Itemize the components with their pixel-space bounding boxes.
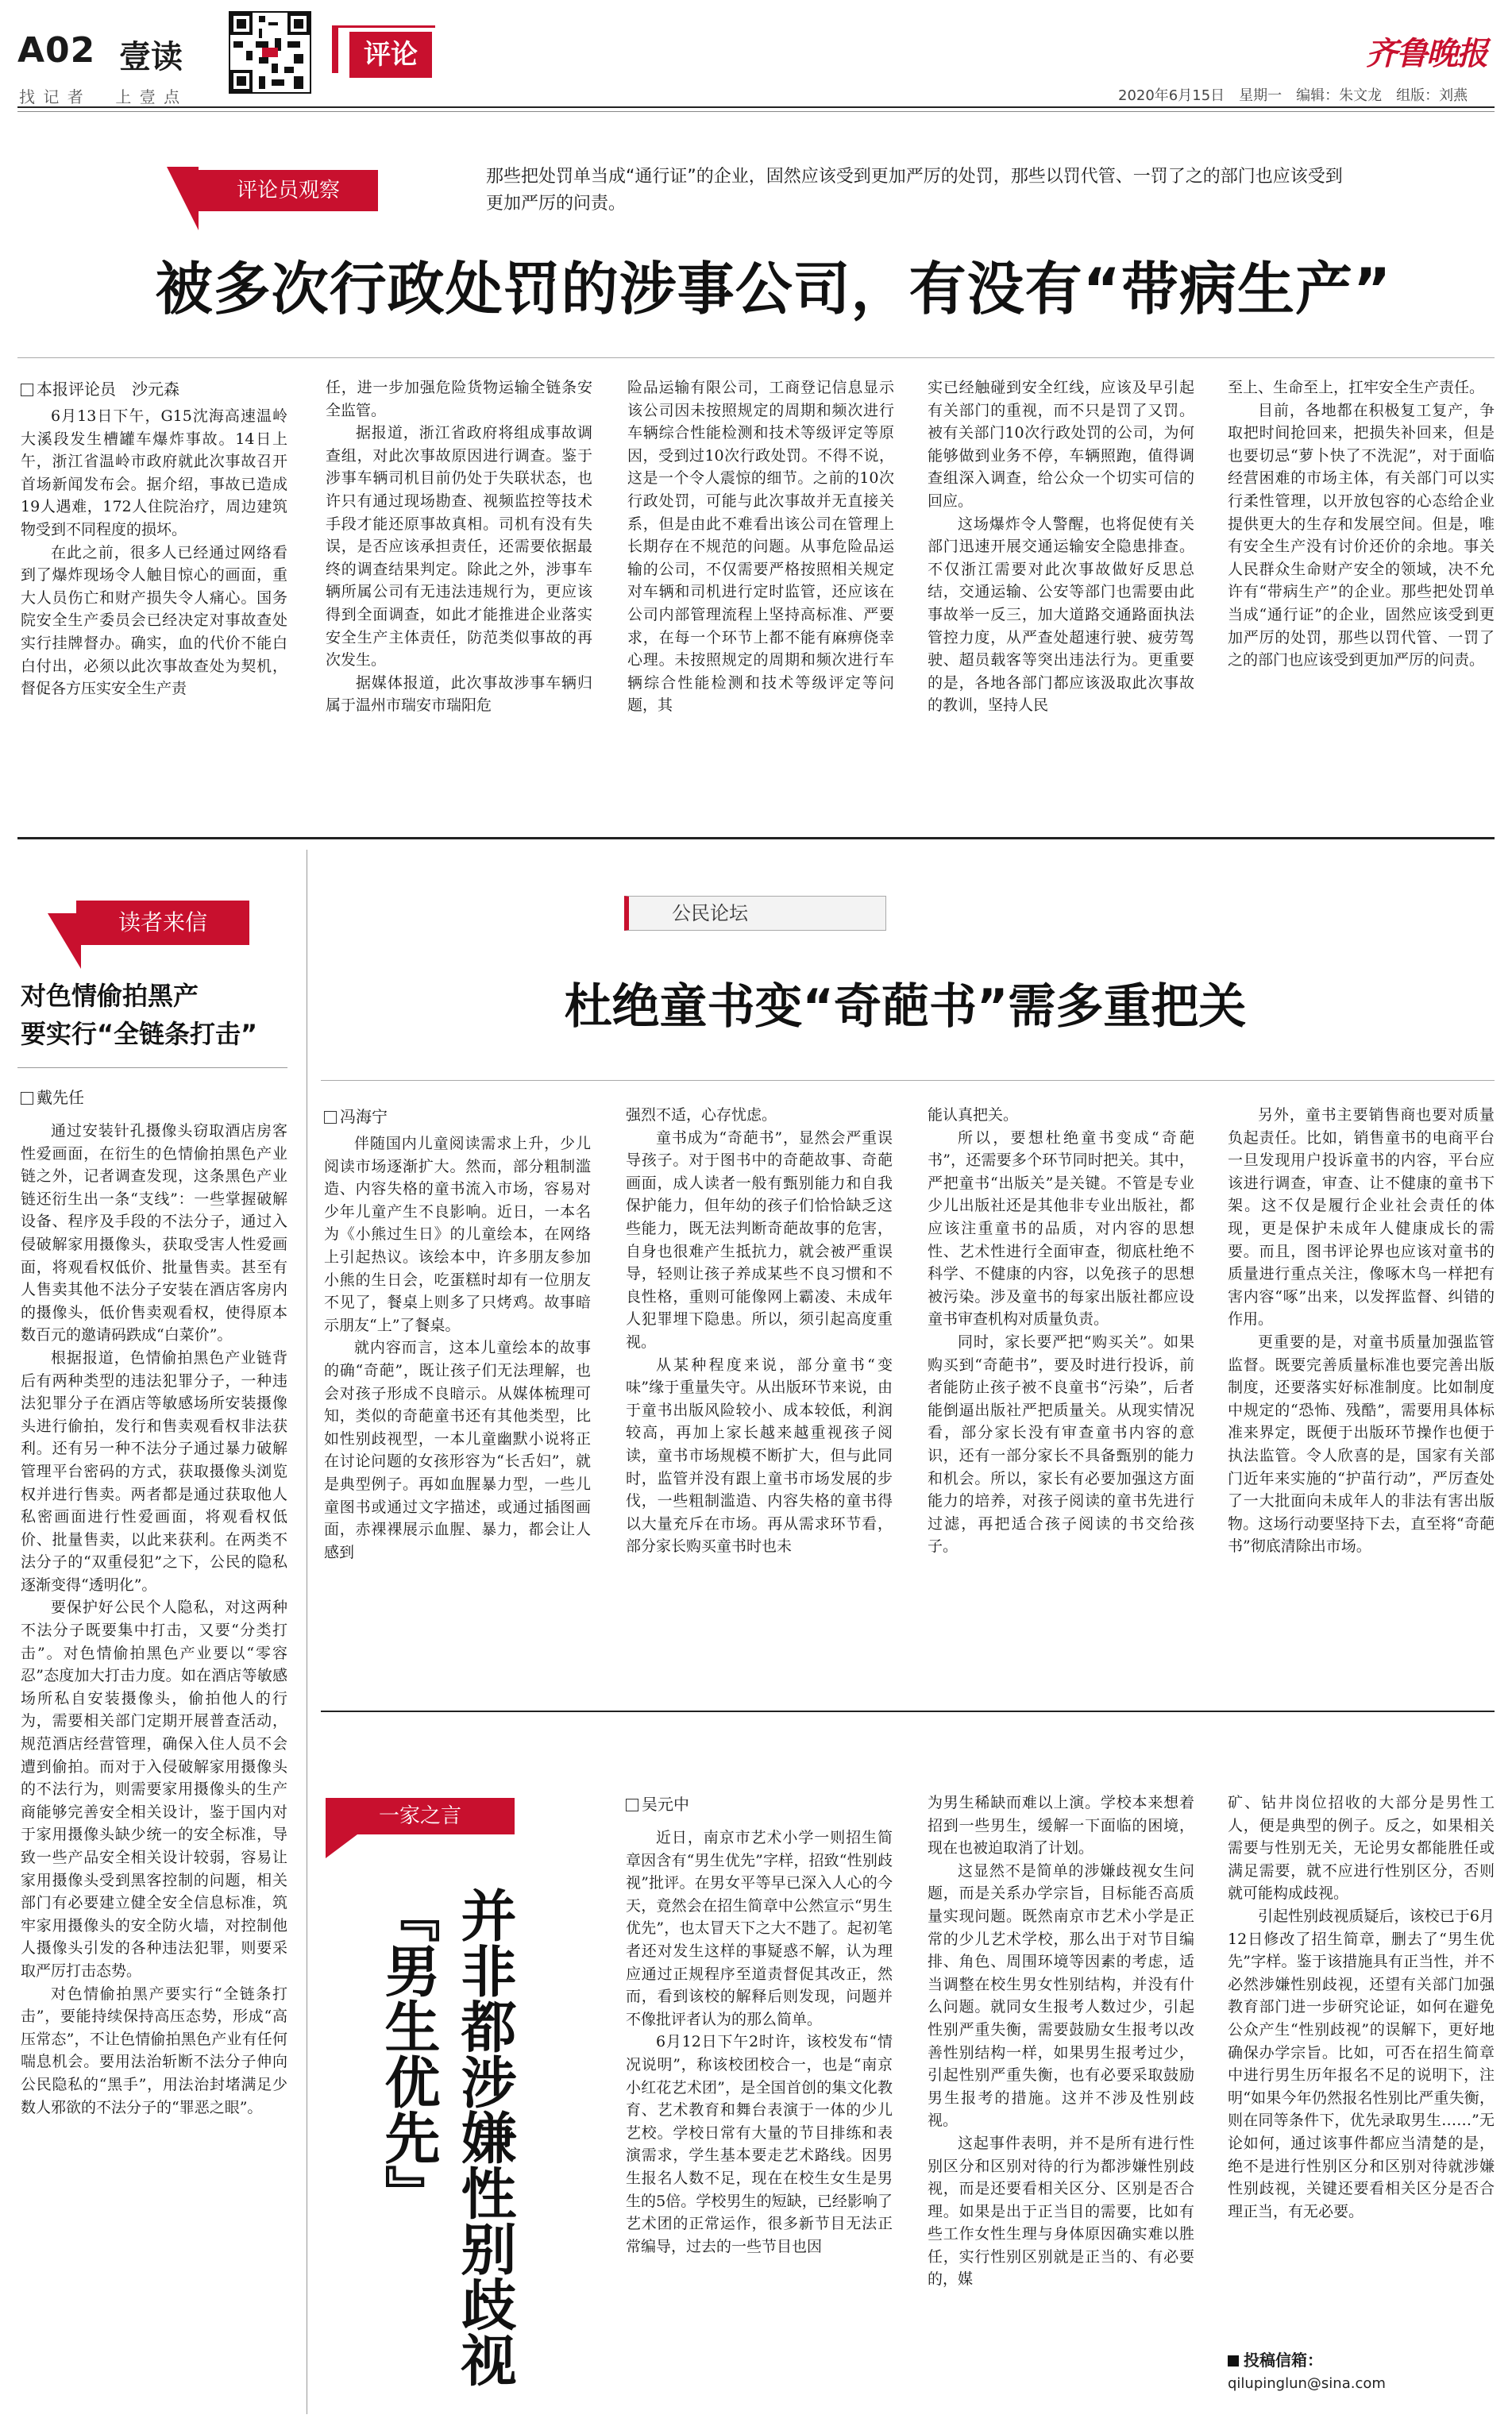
tag-arrow — [167, 167, 199, 230]
article3-title: 杜绝童书变“奇葩书”需多重把关 — [564, 979, 1247, 1035]
paragraph: 伴随国内儿童阅读需求上升，少儿阅读市场逐渐扩大。然而，部分粗制滥造、内容失格的童书流入市场，容易对少年儿童产生不良影响。近日，一本名为《小熊过生日》的儿童绘本，在网络上引起热议。该绘本中，许多朋友参加小熊的生日会，吃蛋糕时却有一位朋友不见了，餐桌上则多了只烤鸡。故事暗示朋友“上”了餐桌。 — [324, 1135, 591, 1334]
submission-label: 投稿信箱： — [1228, 2347, 1495, 2370]
paragraph: 另外，童书主要销售商也要对质量负起责任。比如，销售童书的电商平台一旦发现用户投诉童书的内容，平台应该进行调查，审查、让不健康的童书下架。这不仅是履行企业社会责任的体现，更是保护未成年人健康成长的需要。而且，图书评论界也应该对童书的质量进行重点关注，像啄木鸟一样把有害内容“啄”出来，以发挥监督、纠错的作用。 — [1228, 1106, 1495, 1329]
article1-tag: 评论员观察 — [199, 170, 378, 211]
article4-tag: 一家之言 — [326, 1798, 515, 1834]
article1-column-4 — [928, 376, 1194, 794]
paragraph: 据报道，浙江省政府将组成事故调查组，对此次事故原因进行调查。鉴于涉事车辆司机目前仍处于失联状态，也许只有通过现场勘查、视频监控等技术手段才能还原事故真相。司机有没有失误，是否应该承担责任，还需要依据最终的调查结果判定。除此之外，涉事车辆所属公司有无违法违规行为，更应该得到全面调查，如此才能推进企业落实安全生产主体责任，防范类似事故的再次发生。 — [326, 424, 592, 669]
article4-column-1 — [626, 1826, 893, 2414]
paragraph: 就内容而言，这本儿童绘本的故事的确“奇葩”，既让孩子们无法理解，也会对孩子形成不良暗示。从媒体梳理可知，类似的奇葩童书还有其他类型，比如性别歧视型，一本儿童幽默小说将正在讨论问题的女孩形容为“长舌妇”，就是典型例子。再如血腥暴力型，一些儿童图书或通过文字描述，或通过插图画面，赤裸裸展示血腥、暴力，都会让人感到 — [324, 1339, 591, 1561]
article2-tag: 读者来信 — [76, 901, 249, 945]
byline-box-icon — [324, 1111, 337, 1124]
paragraph: 近日，南京市艺术小学一则招生简章因含有“男生优先”字样，招致“性别歧视”批评。在男女平等早已深入人心的今天，竟然会在招生简章中公然宣示“男生优先”，也太冒天下之大不韪了。起初笔者还对发生这样的事疑惑不解，认为理应通过正规程序至道责督促其改正，然而，看到该校的解释后则发现，问题并不像批评者认为的那么简单。 — [626, 1829, 893, 2028]
paragraph: 强烈不适，心存忧虑。 — [626, 1106, 777, 1124]
article4-title-part2: 并非都涉嫌性别歧视 — [452, 1887, 517, 2387]
article4-title-part1: 『男生优先』 — [376, 1887, 441, 2220]
masthead-rule-thin — [17, 111, 1495, 112]
qr-code-icon — [230, 13, 310, 92]
article1-column-2 — [326, 376, 592, 794]
paragraph: 同时，家长要严把“购买关”。如果购买到“奇葩书”，要及时进行投诉，前者能防止孩子被不良童书“污染”，后者能倒逼出版社严把质量关。从现实情况看，部分家长没有审查童书内容的意识，还有一部分家长不具备甄别的能力和机会。所以，家长有必要加强这方面能力的培养，对孩子阅读的童书先进行过滤，再把适合孩子阅读的书交给孩子。 — [928, 1333, 1194, 1556]
section-name: 壹读 — [119, 39, 183, 75]
article2-title-line2: 要实行“全链条打击” — [21, 1019, 258, 1049]
paragraph: 实已经触碰到安全红线，应该及早引起有关部门的重视，而不只是罚了又罚。被有关部门10次行政处罚的公司，为何能够做到业务不停，车辆照跑，值得调查组深入调查，给公众一个切实可信的回应。 — [928, 379, 1194, 510]
article2-title-rule — [17, 1067, 287, 1068]
byline-box-icon — [21, 384, 33, 396]
article1-title-rule — [17, 357, 1495, 358]
submission-email[interactable]: qilupinglun@sina.com — [1228, 2375, 1386, 2392]
paragraph: 矿、钻井岗位招收的大部分是男性工人，便是典型的例子。反之，如果相关需要与性别无关，无论男女都能胜任或满足需要，就不应进行性别区分，否则就可能构成歧视。 — [1228, 1794, 1495, 1903]
article2-byline: 戴先任 — [21, 1085, 84, 1108]
paragraph: 能认真把关。 — [928, 1106, 1019, 1124]
article3-column-2 — [626, 1104, 893, 1688]
article4-column-3 — [1228, 1792, 1495, 2332]
article4-column-2 — [928, 1792, 1194, 2414]
paragraph: 根据报道，色情偷拍黑色产业链背后有两种类型的违法犯罪分子，一种违法犯罪分子在酒店等敏感场所安装摄像头进行偷拍，发行和售卖观看权非法获利。还有另一种不法分子通过暴力破解管理平台密码的方式，获取摄像头浏览权并进行售卖。两者都是通过获取他人私密画面进行性爱画面，将观看权低价、批量售卖，以此来获利。在两类不法分子的“双重侵犯”之下，公民的隐私逐渐变得“透明化”。 — [21, 1348, 287, 1594]
paragraph: 引起性别歧视质疑后，该校已于6月12日修改了招生简章，删去了“男生优先”字样。鉴于该措施具有正当性，并不必然涉嫌性别歧视，还望有关部门加强教育部门进一步研究论证，如何在避免公众产生“性别歧视”的误解下，更好地确保办学宗旨。比如，可否在招生简章中进行男生历年报名不足的说明下，注明“如果今年仍然报名性别比严重失衡，则在同等条件下，优先录取男生……”无论如何，通过该事件都应当清楚的是，绝不是进行性别区分和区别对待就涉嫌性别歧视，关键还要看相关区分是否合理正当，有无必要。 — [1228, 1907, 1495, 2220]
paragraph: 通过安装针孔摄像头窃取酒店房客性爱画面，在衍生的色情偷拍黑色产业链之外，记者调查发现，这条黑色产业链还衍生出一条“支线”：一些掌握破解设备、程序及手段的不法分子，通过入侵破解家用摄像头，获取受害人性爱画面，将观看权低价、批量售卖。甚至有人售卖其他不法分子安装在酒店客房内的摄像头，低价售卖观看权，使得原本数百元的邀请码跌成“白菜价”。 — [21, 1122, 287, 1344]
article3-byline: 冯海宁 — [324, 1104, 388, 1127]
paragraph: 任，进一步加强危险货物运输全链条安全监管。 — [326, 379, 592, 419]
dateline: 2020年6月15日 星期一 编辑：朱文龙 组版：刘燕 — [1118, 87, 1468, 104]
paragraph: 所以，要想杜绝童书变成“奇葩书”，还需要多个环节同时把关。其中，严把童书“出版关”是关键。不管是专业少儿出版社还是其他非专业出版社，都应该注重童书的品质，对内容的思想性、艺术性进行全面审查，彻底杜绝不科学、不健康的内容，以免孩子的思想被污染。涉及童书的每家出版社都应设童书审查机构对质量负责。 — [928, 1128, 1194, 1329]
article1-lead: 那些把处罚单当成“通行证”的企业，固然应该受到更加严厉的处罚，那些以罚代管、一罚了之的部门也应该受到更加严厉的问责。 — [486, 167, 1343, 214]
column-title: 评论 — [349, 32, 432, 78]
paragraph: 要保护好公民个人隐私，对这两种不法分子既要集中打击，又要“分类打击”。对色情偷拍黑色产业要以“零容忍”态度加大打击力度。如在酒店等敏感场所私自安装摄像头，偷拍他人的行为，需要相关部门定期开展普查活动，规范酒店经营管理，确保入住人员不会遭到偷拍。而对于入侵破解家用摄像头的不法行为，则需要家用摄像头的生产商能够完善安全相关设计，鉴于国内对于家用摄像头缺少统一的安全标准，导致一些产品安全相关设计较弱，容易让家用摄像头受到黑客控制的问题，相关部门有必要建立健全安全信息标准，筑牢家用摄像头的安全防火墙，对控制他人摄像头引发的各种违法犯罪，则要采取严厉打击态势。 — [21, 1599, 287, 1980]
paragraph: 这场爆炸令人警醒，也将促使有关部门迅速开展交通运输安全隐患排查。不仅浙江需要对此次事故做好反思总结，交通运输、公安等部门也需要由此事故举一反三，加大道路交通路面执法管控力度，从严查处超速行驶、疲劳驾驶、超员载客等突出违法行为。更重要的是，各地各部门都应该汲取此次事故的教训，坚持人民 — [928, 515, 1194, 715]
article3-tag: 公民论坛 — [624, 896, 886, 931]
article3-column-3 — [928, 1104, 1194, 1688]
article1-byline: 本报评论员 沙元森 — [21, 376, 179, 399]
paragraph: 这显然不是简单的涉嫌歧视女生问题，而是关系办学宗旨，目标能否高质量实现问题。既然南京市艺术小学是正常的少儿艺术学校，那么出于对节目编排、角色、周围环境等因素的考虑，适当调整在校生男女性别结构，并没有什么问题。就同女生报考人数过少，引起性别严重失衡，需要鼓励女生报考以改善性别结构一样，如果男生报考过少，引起性别严重失衡，也有必要采取鼓励男生报考的措施。这并不涉及性别歧视。 — [928, 1861, 1194, 2130]
submission-box — [1228, 2347, 1495, 2392]
paragraph: 更重要的是，对童书质量加强监管监督。既要完善质量标准也要完善出版制度，还要落实好标准制度。比如制度中规定的“恐怖、残酷”，需要用具体标准来界定，既便于出版环节操作也便于执法监管。令人欣喜的是，国家有关部门近年来实施的“护苗行动”，严厉查处了一大批面向未成年人的非法有害出版物。这场行动要坚持下去，直至将“奇葩书”彻底清除出市场。 — [1228, 1333, 1495, 1556]
paragraph: 6月12日下午2时许，该校发布“情况说明”，称该校团校合一，也是“南京小红花艺术团”，是全国首创的集文化教育、艺术教育和舞台表演于一体的少儿艺校。学校日常有大量的节目排练和表演需求，学生基本要走艺术路线。因男生报名人数不足，现在在校生女生是男生的5倍。学校男生的短缺，已经影响了艺术团的正常运作，很多新节目无法正常编导，过去的一些节目也因 — [626, 2033, 893, 2255]
section-divider — [17, 837, 1495, 839]
section-divider — [321, 1711, 1495, 1712]
article1-column-3 — [627, 376, 894, 794]
paragraph: 6月13日下午，G15沈海高速温岭大溪段发生槽罐车爆炸事故。14日上午，浙江省温岭市政府就此次事故召开首场新闻发布会。据介绍，事故已造成19人遇难，172人住院治疗，周边建筑物受到不同程度的损坏。 — [21, 407, 287, 538]
paragraph: 在此之前，很多人已经通过网络看到了爆炸现场令人触目惊心的画面，重大人员伤亡和财产损失令人痛心。国务院安全生产委员会已经决定对事故查处实行挂牌督办。确实，血的代价不能白白付出，必须以此次事故查处为契机，督促各方压实安全生产责 — [21, 543, 287, 698]
paragraph: 至上、生命至上，扛牢安全生产责任。 — [1228, 379, 1485, 396]
article4-byline: 吴元中 — [626, 1792, 689, 1815]
page-number: A02 — [17, 30, 96, 71]
tag-arrow — [326, 1834, 357, 1858]
logo: 齐鲁晚报 — [1366, 35, 1487, 72]
byline-box-icon — [626, 1799, 638, 1811]
paragraph: 对色情偷拍黑产要实行“全链条打击”，要能持续保持高压态势，形成“高压常态”，不让色情偷拍黑色产业有任何喘息机会。要用法治斩断不法分子伸向公民隐私的“黑手”，用法治封堵满足少数人邪欲的不法分子的“罪恶之眼”。 — [21, 1985, 287, 2116]
article3-column-4 — [1228, 1104, 1495, 1688]
tag-arrow — [48, 913, 81, 969]
masthead-slogan: 找 记 者 上 壹 点 — [19, 87, 182, 106]
square-icon — [1228, 2355, 1239, 2366]
paragraph: 童书成为“奇葩书”，显然会严重误导孩子。对于图书中的奇葩故事、奇葩画面，成人读者一般有甄别能力和自我保护能力，但年幼的孩子们恰恰缺乏这些能力，既无法判断奇葩故事的危害，自身也很难产生抵抗力，就会被严重误导，轻则让孩子养成某些不良习惯和不良性格，重则可能像网上霸凌、未成年人犯罪埋下隐患。所以，须引起高度重视。 — [626, 1128, 893, 1351]
article2-body — [21, 1120, 287, 2406]
paragraph: 据媒体报道，此次事故涉事车辆归属于温州市瑞安市瑞阳危 — [326, 673, 592, 715]
paragraph: 险品运输有限公司，工商登记信息显示该公司因未按照规定的周期和频次进行车辆综合性能检测和技术等级评定等原因，受到过10次行政处罚。不得不说，这是一个令人震惊的细节。之前的10次行政处罚，可能与此次事故并无直接关系，但是由此不难看出该公司在管理上长期存在不规范的问题。从事危险品运输的公司，不仅需要严格按照相关规定对车辆和司机进行定时监管，还应该在公司内部管理流程上坚持高标准、严要求，在每一个环节上都不能有麻痹侥幸心理。未按照规定的周期和频次进行车辆综合性能检测和技术等级评定等问题，其 — [627, 379, 894, 715]
paragraph: 从某种程度来说，部分童书“变味”缘于重量失守。从出版环节来说，由于童书出版风险较小、成本较低，利润较高，再加上家长越来越重视孩子阅读，童书市场规模不断扩大，但与此同时，监管并没有跟上童书市场发展的步伐，一些粗制滥造、内容失格的童书得以大量充斥在市场。再从需求环节看，部分家长购买童书时也未 — [626, 1356, 893, 1556]
article3-column-1 — [324, 1132, 591, 1688]
paragraph: 为男生稀缺而难以上演。学校本来想着招到一些男生，缓解一下面临的困境，现在也被迫取消了计划。 — [928, 1794, 1194, 1857]
paragraph: 这起事件表明，并不是所有进行性别区分和区别对待的行为都涉嫌性别歧视，而是还要看相关区分、区别是否合理。如果是出于正当目的需要，比如有些工作女性生理与身体原因确实难以胜任，实行性别区别就是正当的、有必要的，媒 — [928, 2134, 1194, 2289]
article3-title-rule — [321, 1080, 1495, 1081]
byline-box-icon — [21, 1092, 33, 1105]
article1-column-5 — [1228, 376, 1495, 794]
qr-code[interactable] — [229, 11, 311, 94]
article2-title-line1: 对色情偷拍黑产 — [21, 981, 199, 1011]
masthead-rule — [17, 106, 1495, 108]
paragraph: 目前，各地都在积极复工复产，争取把时间抢回来，把损失补回来，但是也要切忌“萝卜快了不洗泥”，对于面临经营困难的市场主体，有关部门可以实行柔性管理，以开放包容的心态给企业提供更大的生存和发展空间。但是，唯有安全生产没有讨价还价的余地。事关人民群众生命财产安全的领域，决不允许有“带病生产”的企业。那些把处罚单当成“通行证”的企业，固然应该受到更加严厉的处罚，那些以罚代管、一罚了之的部门也应该受到更加严厉的问责。 — [1228, 401, 1495, 669]
article1-title: 被多次行政处罚的涉事公司，有没有“带病生产” — [155, 256, 1392, 322]
article1-column-1 — [21, 405, 287, 794]
